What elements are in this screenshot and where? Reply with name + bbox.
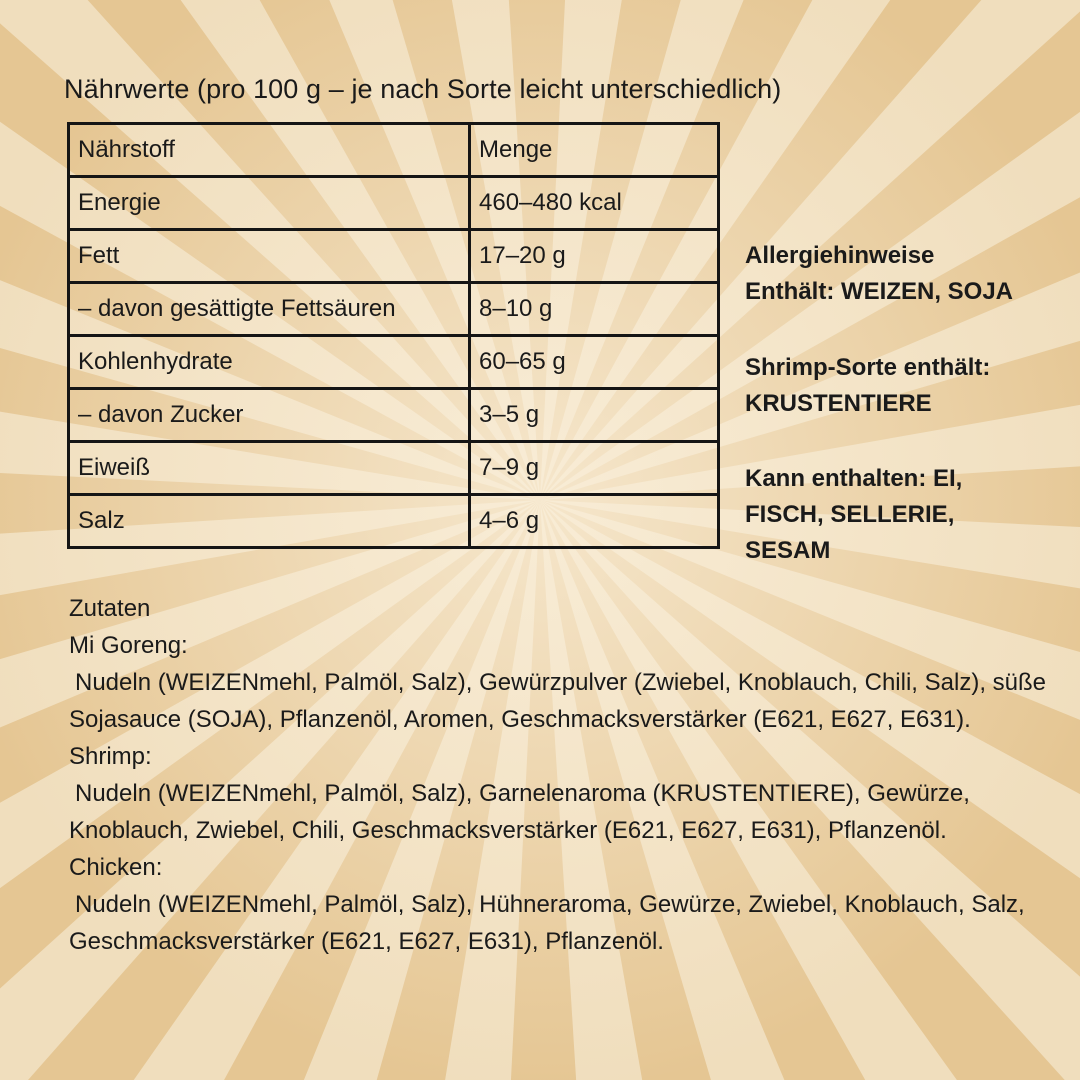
nutrient-cell: Kohlenhydrate: [69, 336, 470, 389]
amount-cell: 17–20 g: [470, 230, 719, 283]
table-row: [69, 442, 719, 495]
allergy-contains: Enthält: WEIZEN, SOJA: [745, 278, 1014, 305]
shrimp-allergy-block: [745, 350, 1065, 422]
shrimp-allergy-line: Shrimp-Sorte enthält:: [745, 354, 991, 381]
table-row: [69, 495, 719, 548]
amount-cell: 460–480 kcal: [470, 177, 719, 230]
shrimp-allergy-line: KRUSTENTIERE: [745, 390, 932, 417]
ingredients-heading: Zutaten: [69, 595, 151, 622]
nutrition-heading: Nährwerte (pro 100 g – je nach Sorte leicht unterschiedlich): [64, 74, 782, 104]
variant-ingredients-mi-goreng: Nudeln (WEIZENmehl, Palmöl, Salz), Gewürzpulver (Zwiebel, Knoblauch, Chili, Salz), süße Sojasauce (SOJA), Pflanzenöl, Aromen, Geschmacksverstärker (E621, E627, E631).: [69, 669, 1047, 733]
table-row: [69, 389, 719, 442]
may-contain-block: [745, 461, 1065, 569]
ingredients-section: [69, 590, 1049, 960]
table-row: [69, 230, 719, 283]
allergy-block: [745, 238, 1065, 310]
header-amount: Menge: [470, 124, 719, 177]
may-contain-line: Kann enthalten: EI,: [745, 465, 963, 492]
nutrition-table: [67, 122, 720, 549]
table-row: [69, 283, 719, 336]
amount-cell: 7–9 g: [470, 442, 719, 495]
amount-cell: 60–65 g: [470, 336, 719, 389]
nutrient-cell: Salz: [69, 495, 470, 548]
variant-ingredients-chicken: Nudeln (WEIZENmehl, Palmöl, Salz), Hühneraroma, Gewürze, Zwiebel, Knoblauch, Salz, Geschmacksverstärker (E621, E627, E631), Pflanzenöl.: [69, 891, 1025, 955]
may-contain-line: FISCH, SELLERIE,: [745, 501, 955, 528]
nutrient-cell: Eiweiß: [69, 442, 470, 495]
may-contain-line: SESAM: [745, 537, 831, 564]
nutrient-cell: – davon gesättigte Fettsäuren: [69, 283, 470, 336]
table-header-row: [69, 124, 719, 177]
table-row: [69, 177, 719, 230]
nutrient-cell: Fett: [69, 230, 470, 283]
amount-cell: 3–5 g: [470, 389, 719, 442]
variant-name-mi-goreng: Mi Goreng:: [69, 632, 188, 659]
amount-cell: 4–6 g: [470, 495, 719, 548]
header-nutrient: Nährstoff: [69, 124, 470, 177]
amount-cell: 8–10 g: [470, 283, 719, 336]
table-row: [69, 336, 719, 389]
nutrient-cell: Energie: [69, 177, 470, 230]
nutrient-cell: – davon Zucker: [69, 389, 470, 442]
variant-name-chicken: Chicken:: [69, 854, 163, 881]
variant-ingredients-shrimp: Nudeln (WEIZENmehl, Palmöl, Salz), Garnelenaroma (KRUSTENTIERE), Gewürze, Knoblauch, Zwiebel, Chili, Geschmacksverstärker (E621, E627, E631), Pflanzenöl.: [69, 780, 970, 844]
variant-name-shrimp: Shrimp:: [69, 743, 152, 770]
allergy-heading: Allergiehinweise: [745, 242, 935, 269]
